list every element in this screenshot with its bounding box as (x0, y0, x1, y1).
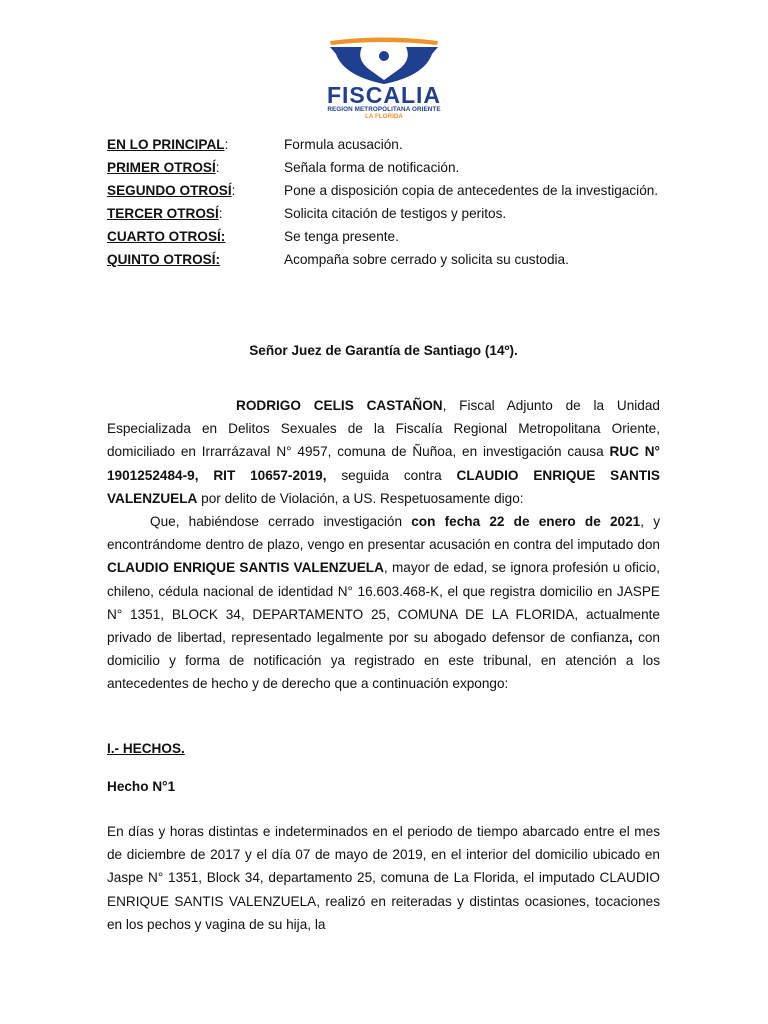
summary-text: Se tenga presente. (284, 229, 399, 244)
fact-heading: Hecho N°1 (107, 779, 176, 794)
document-summary (107, 133, 660, 271)
summary-text: Formula acusación. (284, 137, 403, 152)
summary-text: Señala forma de notificación. (284, 160, 460, 175)
summary-text: Solicita citación de testigos y peritos. (284, 206, 507, 221)
prosecutor-name: RODRIGO CELIS CASTAÑON (236, 398, 443, 413)
summary-row: EN LO PRINCIPAL: Formula acusación. (107, 133, 660, 156)
section-heading: I.- HECHOS. (107, 741, 185, 756)
summary-label: SEGUNDO OTROSÍ (107, 183, 232, 198)
summary-row (107, 225, 660, 248)
summary-row (107, 248, 660, 271)
summary-row: PRIMER OTROSÍ: Señala forma de notificación. (107, 156, 660, 179)
intro-paragraph: RODRIGO CELIS CASTAÑON, Fiscal Adjunto de la Unidad Especializada en Delitos Sexuales de la Fiscalía Regional Metropolitana Oriente, domiciliado en Irrarrázaval N° 4957, comuna de Ñuñoa, en investigación causa RUC N° 1901252484-9, RIT 10657-2019, seguida contra CLAUDIO ENRIQUE SANTIS VALENZUELA por delito de Violación, a US. Respetuosamente digo: (107, 398, 660, 506)
summary-text: Acompaña sobre cerrado y solicita su custodia. (284, 252, 569, 267)
summary-text: Pone a disposición copia de antecedentes de la investigación. (284, 183, 659, 198)
summary-label: TERCER OTROSÍ (107, 206, 219, 221)
logo-subtitle: REGION METROPOLITANA ORIENTE (327, 106, 441, 113)
summary-label: PRIMER OTROSÍ (107, 160, 216, 175)
logo-title: FISCALIA (326, 82, 442, 108)
summary-row: SEGUNDO OTROSÍ: Pone a disposición copia de antecedentes de la investigación. (107, 179, 660, 202)
fiscalia-logo (300, 36, 468, 122)
summary-label: EN LO PRINCIPAL (107, 137, 225, 152)
summary-label: QUINTO OTROSÍ: (107, 252, 221, 267)
summary-label: CUARTO OTROSÍ: (107, 229, 226, 244)
accused-name: CLAUDIO ENRIQUE SANTIS VALENZUELA (107, 467, 660, 506)
logo-subtitle-city: LA FLORIDA (365, 113, 403, 120)
closing-date: con fecha 22 de enero de 2021 (411, 514, 641, 529)
fiscalia-emblem-icon (300, 36, 468, 86)
case-number: RUC N° 1901252484-9, RIT 10657-2019, (107, 444, 660, 483)
accused-name: CLAUDIO ENRIQUE SANTIS VALENZUELA (107, 560, 384, 576)
summary-row: TERCER OTROSÍ: Solicita citación de testigos y peritos. (107, 202, 660, 225)
accusation-paragraph: Que, habiéndose cerrado investigación con fecha 22 de enero de 2021, y encontrándome dentro de plazo, vengo en presentar acusación en contra del imputado don CLAUDIO ENRIQUE SANTIS VALENZUELA, mayor de edad, se ignora profesión u oficio, chileno, cédula nacional de identidad N° 16.603.468-K, el que registra domicilio en JASPE N° 1351, BLOCK 34, DEPARTAMENTO 25, COMUNA DE LA FLORIDA, actualmente privado de libertad, representado legalmente por su abogado defensor de confianza, con domicilio y forma de notificación ya registrado en este tribunal, en atención a los antecedentes de hecho y de derecho que a continuación expongo: (107, 514, 660, 692)
addressee: Señor Juez de Garantía de Santiago (14º). (249, 343, 518, 358)
fact-paragraph: En días y horas distintas e indeterminados en el periodo de tiempo abarcado entre el mes de diciembre de 2017 y el día 07 de mayo de 2019, en el interior del domicilio ubicado en Jaspe N° 1351, Block 34, departamento 25, comuna de La Florida, el imputado CLAUDIO ENRIQUE SANTIS VALENZUELA, realizó en reiteradas y distintas ocasiones, tocaciones en los pechos y vagina de su hija, la (107, 824, 660, 932)
